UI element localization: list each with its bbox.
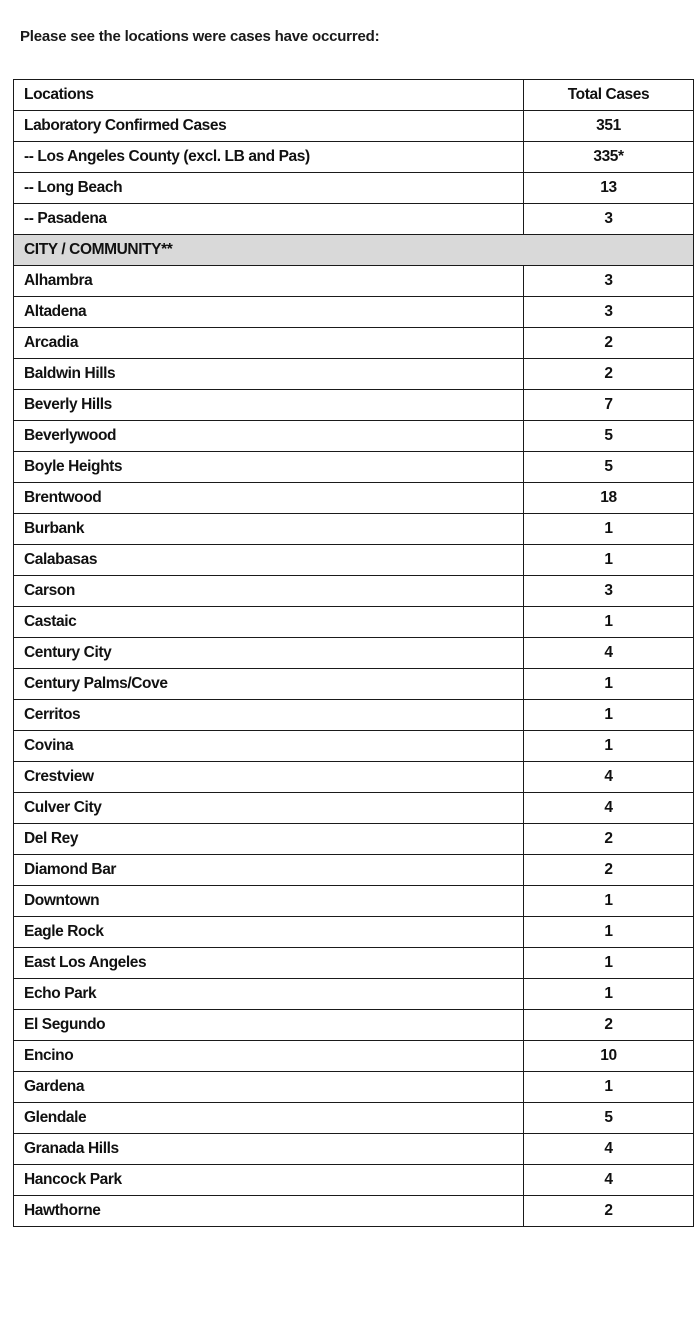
location-cell: Beverly Hills xyxy=(14,390,524,421)
table-row xyxy=(14,545,694,576)
total-cases-cell: 5 xyxy=(524,1103,694,1134)
table-row xyxy=(14,266,694,297)
location-cell: Baldwin Hills xyxy=(14,359,524,390)
total-cases-cell: 1 xyxy=(524,979,694,1010)
table-row xyxy=(14,359,694,390)
table-row xyxy=(14,1165,694,1196)
location-cell: Burbank xyxy=(14,514,524,545)
table-row xyxy=(14,731,694,762)
table-row xyxy=(14,328,694,359)
total-cases-cell: 1 xyxy=(524,886,694,917)
location-cell: El Segundo xyxy=(14,1010,524,1041)
total-cases-cell: 2 xyxy=(524,824,694,855)
table-row xyxy=(14,669,694,700)
total-cases-cell: 4 xyxy=(524,638,694,669)
table-row xyxy=(14,1134,694,1165)
total-cases-cell: 2 xyxy=(524,1196,694,1227)
location-cell: Covina xyxy=(14,731,524,762)
location-cell: Boyle Heights xyxy=(14,452,524,483)
total-cases-cell: 4 xyxy=(524,1165,694,1196)
total-cases-cell: 1 xyxy=(524,1072,694,1103)
location-cell: Calabasas xyxy=(14,545,524,576)
location-cell: Gardena xyxy=(14,1072,524,1103)
total-cases-cell: 2 xyxy=(524,1010,694,1041)
table-row xyxy=(14,1041,694,1072)
cases-table xyxy=(13,79,694,1227)
summary-row xyxy=(14,111,694,142)
total-cases-cell: 3 xyxy=(524,204,694,235)
location-cell: Crestview xyxy=(14,762,524,793)
summary-row xyxy=(14,173,694,204)
table-row xyxy=(14,979,694,1010)
total-cases-cell: 1 xyxy=(524,669,694,700)
location-cell: Culver City xyxy=(14,793,524,824)
section-label: CITY / COMMUNITY** xyxy=(14,235,694,266)
total-cases-cell: 4 xyxy=(524,1134,694,1165)
summary-row xyxy=(14,204,694,235)
cases-table-body xyxy=(14,80,694,1227)
location-cell: Echo Park xyxy=(14,979,524,1010)
total-cases-cell: 10 xyxy=(524,1041,694,1072)
total-cases-cell: 2 xyxy=(524,328,694,359)
location-cell: Downtown xyxy=(14,886,524,917)
location-cell: Eagle Rock xyxy=(14,917,524,948)
total-cases-cell: 1 xyxy=(524,948,694,979)
total-cases-cell: 335* xyxy=(524,142,694,173)
table-row xyxy=(14,421,694,452)
location-cell: Encino xyxy=(14,1041,524,1072)
table-row xyxy=(14,855,694,886)
location-cell: Hawthorne xyxy=(14,1196,524,1227)
table-row xyxy=(14,793,694,824)
location-cell: Glendale xyxy=(14,1103,524,1134)
location-cell: Cerritos xyxy=(14,700,524,731)
total-cases-cell: 5 xyxy=(524,421,694,452)
location-cell: Del Rey xyxy=(14,824,524,855)
table-row xyxy=(14,948,694,979)
total-cases-cell: 7 xyxy=(524,390,694,421)
table-row xyxy=(14,297,694,328)
table-row xyxy=(14,1072,694,1103)
total-cases-cell: 4 xyxy=(524,793,694,824)
table-row xyxy=(14,1103,694,1134)
table-row xyxy=(14,390,694,421)
total-cases-cell: 2 xyxy=(524,359,694,390)
table-row xyxy=(14,607,694,638)
table-row xyxy=(14,514,694,545)
table-header-row xyxy=(14,80,694,111)
header-total-cases: Total Cases xyxy=(524,80,694,111)
total-cases-cell: 4 xyxy=(524,762,694,793)
total-cases-cell: 1 xyxy=(524,545,694,576)
location-cell: Arcadia xyxy=(14,328,524,359)
location-cell: Century City xyxy=(14,638,524,669)
location-cell: Hancock Park xyxy=(14,1165,524,1196)
location-cell: -- Los Angeles County (excl. LB and Pas) xyxy=(14,142,524,173)
table-row xyxy=(14,917,694,948)
total-cases-cell: 3 xyxy=(524,297,694,328)
section-header-row xyxy=(14,235,694,266)
table-row xyxy=(14,483,694,514)
location-cell: Diamond Bar xyxy=(14,855,524,886)
total-cases-cell: 351 xyxy=(524,111,694,142)
location-cell: -- Long Beach xyxy=(14,173,524,204)
total-cases-cell: 1 xyxy=(524,607,694,638)
table-row xyxy=(14,1010,694,1041)
table-row xyxy=(14,638,694,669)
total-cases-cell: 1 xyxy=(524,514,694,545)
location-cell: Altadena xyxy=(14,297,524,328)
location-cell: East Los Angeles xyxy=(14,948,524,979)
total-cases-cell: 5 xyxy=(524,452,694,483)
header-locations: Locations xyxy=(14,80,524,111)
table-row xyxy=(14,700,694,731)
total-cases-cell: 2 xyxy=(524,855,694,886)
intro-text: Please see the locations were cases have occurred: xyxy=(20,28,380,45)
total-cases-cell: 3 xyxy=(524,576,694,607)
location-cell: -- Pasadena xyxy=(14,204,524,235)
table-row xyxy=(14,762,694,793)
summary-row xyxy=(14,142,694,173)
table-row xyxy=(14,1196,694,1227)
total-cases-cell: 13 xyxy=(524,173,694,204)
total-cases-cell: 1 xyxy=(524,700,694,731)
location-cell: Carson xyxy=(14,576,524,607)
table-row xyxy=(14,452,694,483)
total-cases-cell: 1 xyxy=(524,731,694,762)
table-row xyxy=(14,824,694,855)
table-row xyxy=(14,576,694,607)
location-cell: Granada Hills xyxy=(14,1134,524,1165)
location-cell: Beverlywood xyxy=(14,421,524,452)
location-cell: Brentwood xyxy=(14,483,524,514)
total-cases-cell: 3 xyxy=(524,266,694,297)
location-cell: Alhambra xyxy=(14,266,524,297)
location-cell: Century Palms/Cove xyxy=(14,669,524,700)
total-cases-cell: 1 xyxy=(524,917,694,948)
table-row xyxy=(14,886,694,917)
total-cases-cell: 18 xyxy=(524,483,694,514)
location-cell: Castaic xyxy=(14,607,524,638)
location-cell: Laboratory Confirmed Cases xyxy=(14,111,524,142)
